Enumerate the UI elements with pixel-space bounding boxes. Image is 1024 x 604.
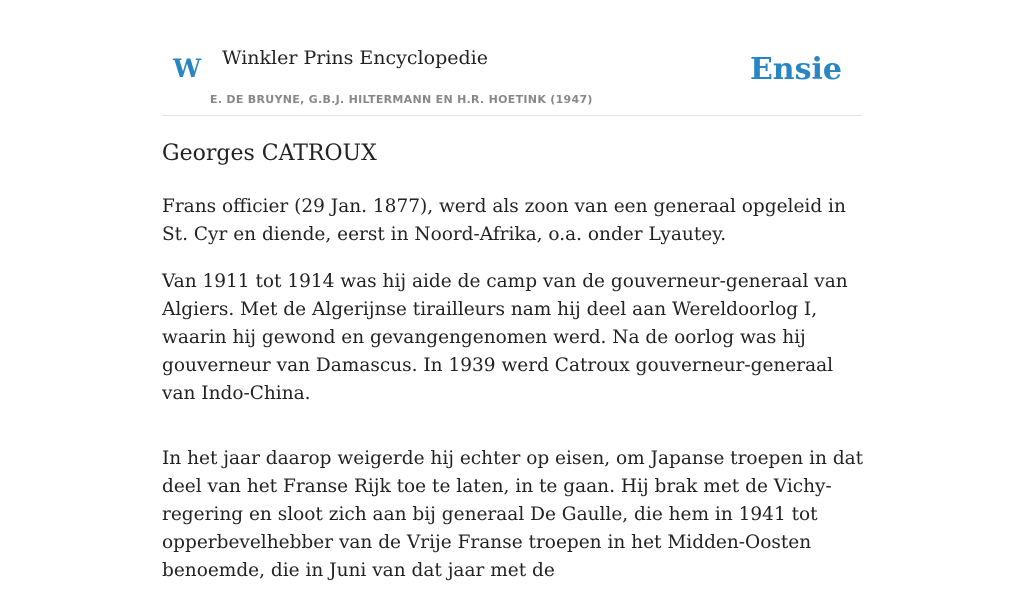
source-title[interactable]: Winkler Prins Encyclopedie [222, 47, 488, 69]
article [162, 137, 866, 604]
article-paragraph: In het jaar daarop weigerde hij echter op eisen, om Japanse troepen in dat deel van het Franse Rijk toe te laten, in te gaan. Hij brak met de Vichy-regering en sloot zich aan bij generaal De Gaulle, die hem in 1941 tot opperbevelhebber van de Vrije Franse troepen in het Midden-Oosten benoemde, die in Juni van dat jaar met de [162, 448, 864, 581]
ensie-logo-link[interactable]: Ensie [749, 52, 842, 87]
article-title: Georges CATROUX [162, 141, 377, 166]
source-authors: E. DE BRUYNE, G.B.J. HILTERMANN EN H.R. HOETINK (1947) [210, 93, 593, 106]
article-paragraph: Van 1911 tot 1914 was hij aide de camp van de gouverneur-generaal van Algiers. Met de Algerijnse tirailleurs nam hij deel aan Wereldoorlog I, waarin hij gewond en gevangengenomen werd. Na de oorlog was hij gouverneur van Damascus. In 1939 werd Catroux gouverneur-generaal van Indo-China. [162, 271, 848, 404]
winkler-prins-logo-icon[interactable]: W [173, 54, 202, 83]
site-header [162, 30, 862, 116]
article-paragraph: Frans officier (29 Jan. 1877), werd als zoon van een generaal opgeleid in St. Cyr en diende, eerst in Noord-Afrika, o.a. onder Lyautey. [162, 196, 846, 245]
